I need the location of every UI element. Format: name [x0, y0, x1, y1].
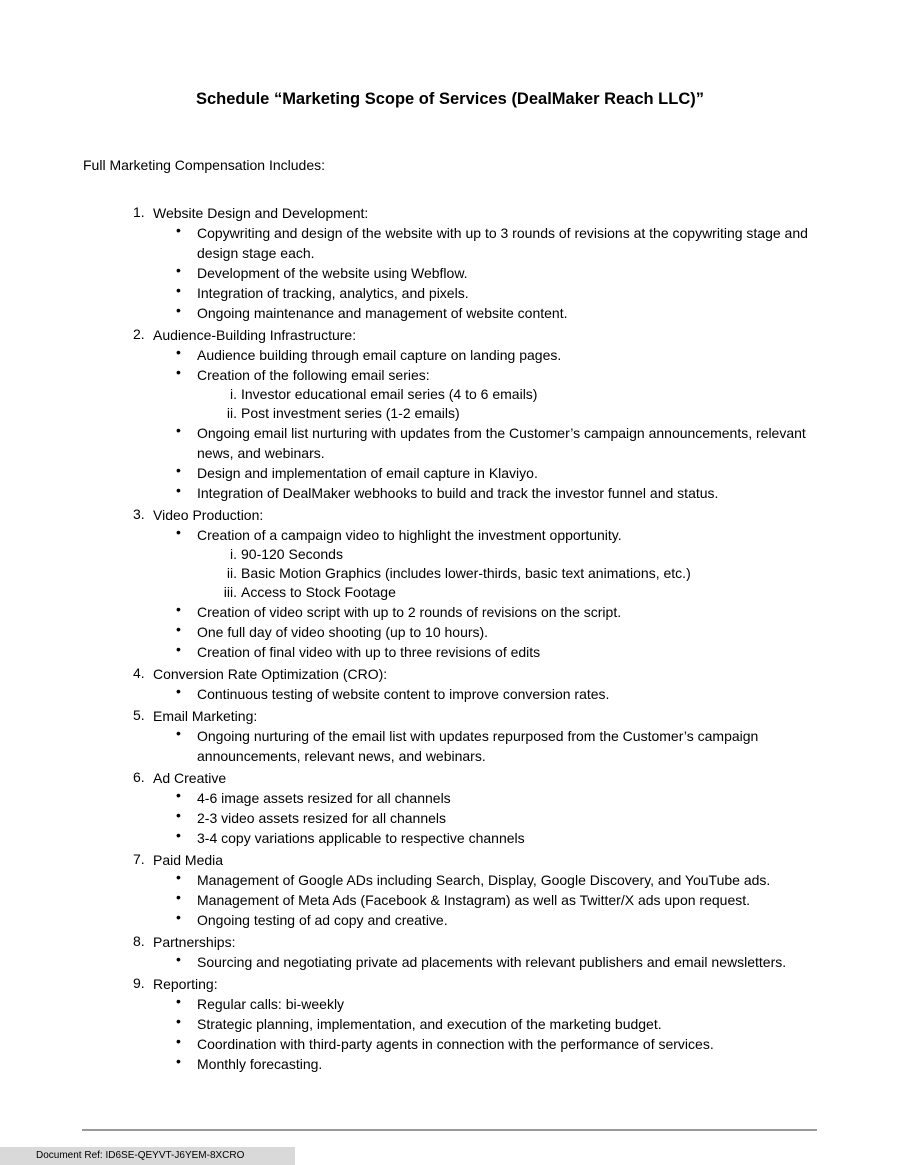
list-item: [176, 364, 817, 385]
list-item-text: 2-3 video assets resized for all channels: [197, 810, 447, 826]
section-6: [0, 768, 900, 848]
list-item-text: Management of Google ADs including Search, Display, Google Discovery, and YouTube ads.: [197, 872, 771, 888]
section-2: [0, 325, 900, 503]
list-item-text: Creation of the following email series:: [197, 367, 430, 383]
list-item: [176, 889, 817, 910]
section-1: [0, 203, 900, 323]
section-4: [0, 664, 900, 704]
bullet-icon: •: [176, 524, 181, 540]
sub-item: [223, 583, 900, 602]
bullet-icon: •: [176, 827, 181, 843]
list-item-text: Design and implementation of email capture in Klaviyo.: [197, 465, 538, 481]
bullet-icon: •: [176, 422, 181, 438]
list-item-text: Integration of DealMaker webhooks to build and track the investor funnel and status.: [197, 485, 719, 501]
intro-text: Full Marketing Compensation Includes:: [83, 157, 326, 173]
list-item-text: Strategic planning, implementation, and execution of the marketing budget.: [197, 1016, 662, 1032]
list-item: [176, 1013, 817, 1034]
list-item: [176, 524, 817, 545]
list-item-text: One full day of video shooting (up to 10 hours).: [197, 624, 489, 640]
list-item: [176, 302, 817, 323]
bullet-icon: •: [176, 1033, 181, 1049]
list-item-text: 4-6 image assets resized for all channels: [197, 790, 451, 806]
section-7: [0, 850, 900, 930]
section-5: [0, 706, 900, 766]
list-item: [176, 869, 817, 890]
footer-divider: [82, 1129, 817, 1131]
section-heading: Paid Media: [153, 852, 224, 868]
sub-item-text: Post investment series (1-2 emails): [241, 405, 460, 421]
bullet-icon: •: [176, 889, 181, 905]
section-heading: Conversion Rate Optimization (CRO):: [153, 666, 388, 682]
section-number: 9.: [133, 975, 145, 991]
list-item-text: Audience building through email capture on landing pages.: [197, 347, 562, 363]
sub-item-number: i.: [230, 546, 237, 562]
list-item: [176, 462, 817, 483]
section-3: [0, 505, 900, 662]
bullet-icon: •: [176, 482, 181, 498]
list-item-text: 3-4 copy variations applicable to respective channels: [197, 830, 525, 846]
list-item-text: Creation of video script with up to 2 rounds of revisions on the script.: [197, 604, 622, 620]
bullet-icon: •: [176, 951, 181, 967]
section-number: 2.: [133, 326, 145, 342]
list-item-text: Ongoing maintenance and management of website content.: [197, 305, 568, 321]
section-number: 1.: [133, 204, 145, 220]
bullet-icon: •: [176, 222, 181, 238]
bullet-icon: •: [176, 364, 181, 380]
sub-item: [226, 404, 900, 423]
list-item: [176, 422, 817, 463]
list-item-text: Copywriting and design of the website with up to 3 rounds of revisions at the copywriting stage and design stage each.: [197, 225, 808, 261]
sub-item: [226, 564, 900, 583]
bullet-icon: •: [176, 282, 181, 298]
list-item: [176, 787, 817, 808]
sub-item-number: ii.: [226, 405, 237, 421]
section-number: 4.: [133, 665, 145, 681]
bullet-icon: •: [176, 641, 181, 657]
list-item-text: Coordination with third-party agents in connection with the performance of services.: [197, 1036, 714, 1052]
list-item-text: Creation of final video with up to three revisions of edits: [197, 644, 541, 660]
list-item-text: Sourcing and negotiating private ad placements with relevant publishers and email newsletters.: [197, 954, 787, 970]
list-item-text: Creation of a campaign video to highlight the investment opportunity.: [197, 527, 622, 543]
list-item: [176, 1033, 817, 1054]
list-item: [176, 725, 817, 766]
section-9: [0, 974, 900, 1074]
bullet-icon: •: [176, 787, 181, 803]
sub-item-number: ii.: [226, 565, 237, 581]
list-item-text: Continuous testing of website content to improve conversion rates.: [197, 686, 610, 702]
bullet-icon: •: [176, 601, 181, 617]
bullet-icon: •: [176, 344, 181, 360]
section-number: 5.: [133, 707, 145, 723]
list-item: [176, 222, 817, 263]
list-item: [176, 1053, 817, 1074]
list-item-text: Monthly forecasting.: [197, 1056, 323, 1072]
list-item-text: Management of Meta Ads (Facebook & Instagram) as well as Twitter/X ads upon request.: [197, 892, 751, 908]
bullet-icon: •: [176, 302, 181, 318]
sub-item-text: Basic Motion Graphics (includes lower-thirds, basic text animations, etc.): [241, 565, 691, 581]
list-item: [176, 601, 817, 622]
list-item: [176, 482, 817, 503]
section-8: [0, 932, 900, 972]
section-heading: Ad Creative: [153, 770, 227, 786]
document-ref: Document Ref: ID6SE-QEYVT-J6YEM-8XCRO: [0, 1147, 295, 1165]
list-item-text: Ongoing email list nurturing with updates from the Customer’s campaign announcements, relevant news, and webinars.: [197, 425, 806, 461]
list-item-text: Integration of tracking, analytics, and pixels.: [197, 285, 469, 301]
section-heading: Email Marketing:: [153, 708, 258, 724]
sub-item-text: Access to Stock Footage: [241, 584, 396, 600]
sub-item-text: 90-120 Seconds: [241, 546, 343, 562]
section-heading: Partnerships:: [153, 934, 236, 950]
section-heading: Website Design and Development:: [153, 205, 369, 221]
section-heading: Video Production:: [153, 507, 264, 523]
section-number: 3.: [133, 506, 145, 522]
list-item: [176, 262, 817, 283]
list-item: [176, 909, 817, 930]
list-item-text: Ongoing nurturing of the email list with updates repurposed from the Customer’s campaign announcements, relevant news, and webinars.: [197, 728, 759, 764]
list-item: [176, 951, 817, 972]
section-number: 8.: [133, 933, 145, 949]
sub-item: [230, 545, 900, 564]
list-item-text: Development of the website using Webflow.: [197, 265, 468, 281]
list-item: [176, 282, 817, 303]
list-item: [176, 344, 817, 365]
document-title: Schedule “Marketing Scope of Services (DealMaker Reach LLC)”: [196, 90, 704, 108]
bullet-icon: •: [176, 683, 181, 699]
list-item-text: Regular calls: bi-weekly: [197, 996, 345, 1012]
list-item: [176, 621, 817, 642]
sub-item: [230, 385, 900, 404]
bullet-icon: •: [176, 621, 181, 637]
bullet-icon: •: [176, 1013, 181, 1029]
bullet-icon: •: [176, 869, 181, 885]
bullet-icon: •: [176, 462, 181, 478]
services-list: [0, 203, 900, 1074]
section-heading: Audience-Building Infrastructure:: [153, 327, 357, 343]
section-number: 6.: [133, 769, 145, 785]
list-item: [176, 827, 817, 848]
list-item: [176, 641, 817, 662]
bullet-icon: •: [176, 725, 181, 741]
bullet-icon: •: [176, 807, 181, 823]
list-item: [176, 993, 817, 1014]
list-item-text: Ongoing testing of ad copy and creative.: [197, 912, 448, 928]
bullet-icon: •: [176, 262, 181, 278]
bullet-icon: •: [176, 1053, 181, 1069]
sub-item-number: i.: [230, 386, 237, 402]
sub-item-text: Investor educational email series (4 to 6 emails): [241, 386, 538, 402]
list-item: [176, 683, 817, 704]
bullet-icon: •: [176, 993, 181, 1009]
bullet-icon: •: [176, 909, 181, 925]
section-number: 7.: [133, 851, 145, 867]
section-heading: Reporting:: [153, 976, 218, 992]
sub-item-number: iii.: [223, 584, 237, 600]
list-item: [176, 807, 817, 828]
